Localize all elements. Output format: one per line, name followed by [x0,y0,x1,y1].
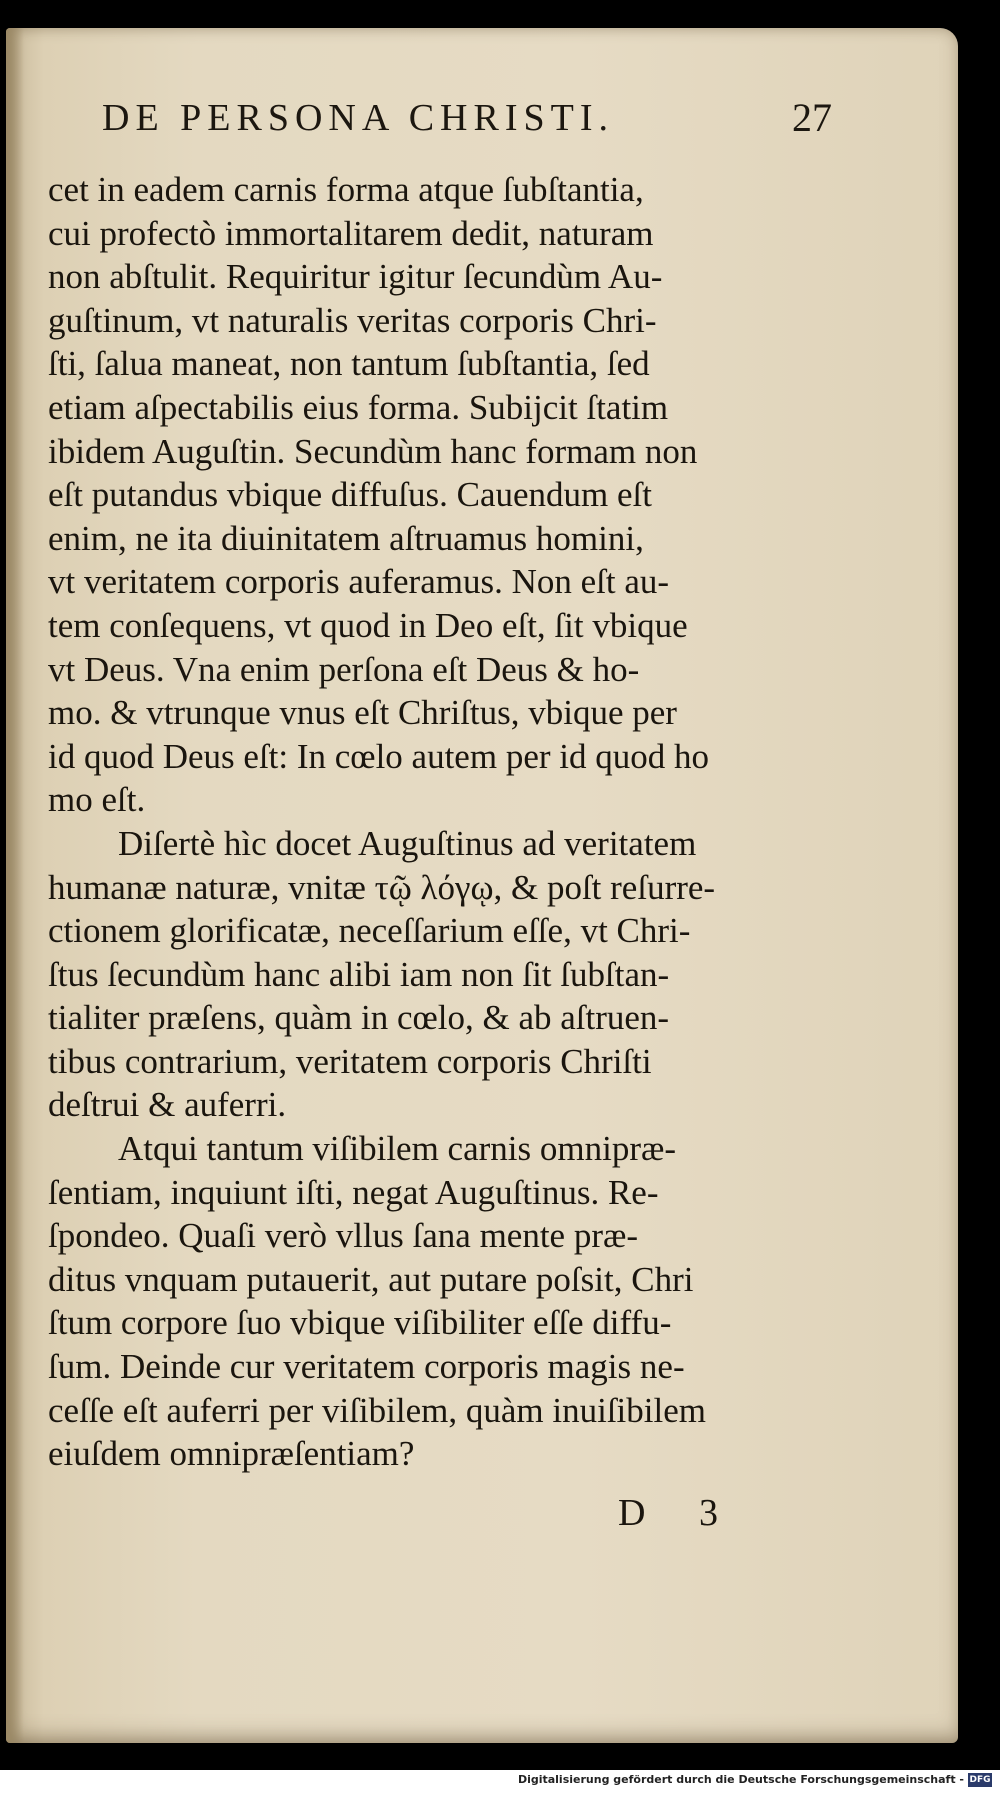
text-line: ſum. Deinde cur veritatem corporis magis ne- [48,1347,685,1387]
text-line: ſentiam, inquiunt iſti, negat Auguſtinus. Re- [48,1172,659,1212]
text-line: guſtinum, vt naturalis veritas corporis Chri- [48,300,657,340]
book-page [6,28,958,1743]
page-gutter-shadow [6,28,24,1743]
text-line: id quod Deus eſt: In cœlo autem per id quod ho [48,736,709,776]
text-line: tibus contrarium, veritatem corporis Chriſti [48,1041,652,1081]
text-line: tem conſequens, vt quod in Deo eſt, ſit vbique [48,605,688,645]
body-text [48,168,848,1476]
paragraph-start-line: Atqui tantum viſibilem carnis omnipræ- [118,1129,676,1169]
text-line: eiuſdem omnipræſentiam? [48,1434,415,1474]
text-line: vt veritatem corporis auferamus. Non eſt au- [48,562,670,602]
text-line: ditus vnquam putauerit, aut putare poſsit, Chri [48,1259,694,1299]
signature-mark: D 3 [618,1492,740,1534]
text-line: etiam aſpectabilis eius forma. Subijcit ſtatim [48,387,669,427]
text-line: ſtus ſecundùm hanc alibi iam non ſit ſubſtan- [48,954,670,994]
text-line: humanæ naturæ, vnitæ τῷ λόγῳ, & poſt reſurre- [48,867,716,907]
text-line: ctionem glorificatæ, neceſſarium eſſe, vt Chri- [48,911,691,951]
footer-bar [0,1770,1000,1793]
text-line: ceſſe eſt auferri per viſibilem, quàm inuiſibilem [48,1390,706,1430]
text-line: enim, ne ita diuinitatem aſtruamus homini, [48,518,644,558]
text-line: cet in eadem carnis forma atque ſubſtantia, [48,170,644,209]
text-line: mo eſt. [48,780,146,820]
text-line: deſtrui & auferri. [48,1085,287,1125]
paragraph-start-line: Diſertè hìc docet Auguſtinus ad veritatem [118,823,697,863]
text-line: cui profectò immortalitarem dedit, naturam [48,213,654,253]
text-line: eſt putandus vbique diffuſus. Cauendum eſt [48,475,652,515]
text-line: ibidem Auguſtin. Secundùm hanc formam non [48,431,698,471]
text-line: mo. & vtrunque vnus eſt Chriſtus, vbique per [48,693,677,733]
text-line: ſtum corpore ſuo vbique viſibiliter eſſe diffu- [48,1303,672,1343]
running-head [102,96,832,140]
text-line: non abſtulit. Requiritur igitur ſecundùm Au- [48,257,663,297]
text-line: vt Deus. Vna enim perſona eſt Deus & ho- [48,649,640,689]
dfg-logo-icon: DFG [969,1775,991,1785]
running-head-title: DE PERSONA CHRISTI. [102,97,614,139]
footer-credit: Digitalisierung gefördert durch die Deutsche Forschungsgemeinschaft - [517,1773,964,1786]
text-line: ſti, ſalua maneat, non tantum ſubſtantia, ſed [48,344,650,384]
page-number: 27 [792,95,832,140]
text-line: tialiter præſens, quàm in cœlo, & ab aſtruen- [48,998,670,1038]
text-line: ſpondeo. Quaſi verò vllus ſana mente præ- [48,1216,638,1256]
